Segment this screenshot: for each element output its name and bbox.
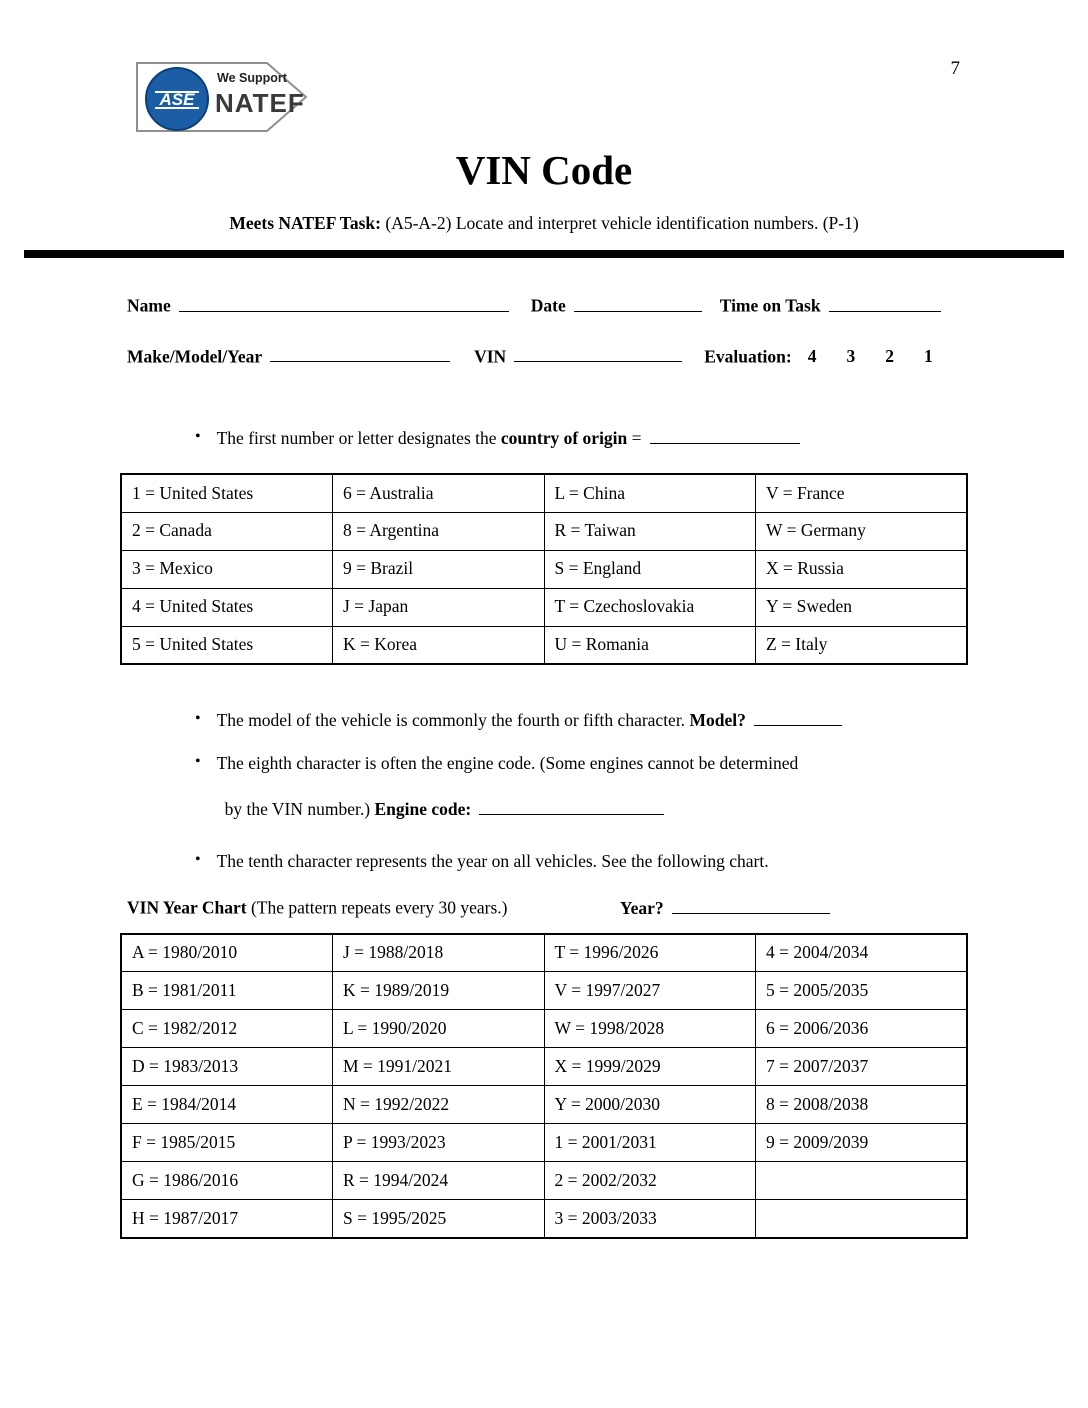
time-on-task-label: Time on Task: [719, 295, 821, 316]
name-blank-line: [179, 294, 509, 312]
bullet-marker: •: [195, 428, 201, 446]
table-cell: R = Taiwan: [544, 512, 756, 550]
table-row: [121, 972, 967, 1010]
table-row: [121, 1010, 967, 1048]
model-blank-line: [754, 709, 842, 727]
table-cell: 9 = Brazil: [333, 550, 545, 588]
table-cell: 7 = 2007/2037: [756, 1048, 968, 1086]
ase-logo-text: ASE: [159, 90, 195, 109]
table-cell: 8 = Argentina: [333, 512, 545, 550]
table-cell: K = Korea: [333, 626, 545, 664]
table-cell: U = Romania: [544, 626, 756, 664]
table-cell: S = England: [544, 550, 756, 588]
form-row-2: [127, 345, 988, 368]
bullet-marker: •: [195, 851, 201, 869]
date-label: Date: [530, 295, 566, 316]
table-cell: K = 1989/2019: [333, 972, 545, 1010]
engine-code-blank-line: [479, 797, 664, 815]
evaluation-score-4: 4: [807, 346, 817, 367]
bullet-model: [195, 707, 998, 733]
year-blank-line: [672, 896, 830, 914]
table-cell: W = 1998/2028: [544, 1010, 756, 1048]
origin-bold-text: country of origin: [500, 428, 628, 449]
year-chart-bold-text: VIN Year Chart: [127, 897, 247, 918]
table-cell: 2 = 2002/2032: [544, 1162, 756, 1200]
table-row: [121, 626, 967, 664]
table-cell: V = France: [756, 474, 968, 512]
evaluation-score-1: 1: [923, 346, 933, 367]
table-cell: J = 1988/2018: [333, 934, 545, 972]
table-cell: R = 1994/2024: [333, 1162, 545, 1200]
time-on-task-blank-line: [829, 294, 941, 312]
table-row: [121, 1124, 967, 1162]
table-row: [121, 1162, 967, 1200]
vin-year-chart-heading: [127, 896, 1088, 919]
table-row: [121, 512, 967, 550]
engine-line-1: The eighth character is often the engine code. (Some engines cannot be determined: [216, 752, 799, 773]
origin-blank-line: [650, 427, 800, 445]
natef-text: NATEF: [215, 88, 305, 118]
table-cell: M = 1991/2021: [333, 1048, 545, 1086]
table-cell: F = 1985/2015: [121, 1124, 333, 1162]
table-cell: B = 1981/2011: [121, 972, 333, 1010]
table-cell: X = 1999/2029: [544, 1048, 756, 1086]
evaluation-score-2: 2: [885, 346, 894, 367]
table-row: [121, 1086, 967, 1124]
table-cell: [756, 1162, 968, 1200]
engine-line-2: [217, 796, 799, 822]
bullet-marker: •: [195, 710, 201, 728]
origin-text: The first number or letter designates the: [216, 428, 497, 449]
bullet-engine-text: [217, 750, 799, 823]
table-cell: W = Germany: [756, 512, 968, 550]
task-text: (A5-A-2) Locate and interpret vehicle identification numbers. (P-1): [385, 213, 859, 234]
table-cell: 6 = 2006/2036: [756, 1010, 968, 1048]
table-cell: 3 = 2003/2033: [544, 1200, 756, 1238]
make-model-year-blank-line: [270, 345, 450, 363]
bullet-country-of-origin-text: [217, 425, 800, 451]
name-label: Name: [127, 295, 171, 316]
table-cell: 8 = 2008/2038: [756, 1086, 968, 1124]
natef-task-line: [0, 213, 1088, 234]
table-cell: 6 = Australia: [333, 474, 545, 512]
table-cell: [756, 1200, 968, 1238]
table-cell: C = 1982/2012: [121, 1010, 333, 1048]
vin-label: VIN: [474, 346, 507, 367]
origin-equals: =: [631, 428, 642, 449]
year-chart-normal-text: (The pattern repeats every 30 years.): [250, 897, 508, 918]
table-cell: H = 1987/2017: [121, 1200, 333, 1238]
table-cell: S = 1995/2025: [333, 1200, 545, 1238]
vin-blank-line: [514, 345, 682, 363]
engine-code-bold-text: Engine code:: [374, 798, 472, 819]
evaluation-score-3: 3: [846, 346, 856, 367]
table-cell: P = 1993/2023: [333, 1124, 545, 1162]
bullet-marker: •: [195, 752, 201, 770]
task-label: Meets NATEF Task:: [229, 213, 381, 234]
table-row: [121, 474, 967, 512]
table-cell: L = China: [544, 474, 756, 512]
table-cell: E = 1984/2014: [121, 1086, 333, 1124]
we-support-text: We Support: [217, 71, 287, 85]
divider-rule: [24, 250, 1064, 258]
table-row: [121, 588, 967, 626]
bullet-year-text: The tenth character represents the year on all vehicles. See the following chart.: [216, 851, 769, 872]
table-cell: N = 1992/2022: [333, 1086, 545, 1124]
table-cell: 1 = 2001/2031: [544, 1124, 756, 1162]
model-text: The model of the vehicle is commonly the fourth or fifth character.: [216, 710, 686, 731]
table-cell: L = 1990/2020: [333, 1010, 545, 1048]
table-cell: T = Czechoslovakia: [544, 588, 756, 626]
table-cell: 2 = Canada: [121, 512, 333, 550]
form-area: [127, 294, 988, 367]
bullet-country-of-origin: [195, 425, 998, 451]
natef-logo-graphic: [133, 52, 311, 134]
table-cell: J = Japan: [333, 588, 545, 626]
year-question-label: Year?: [619, 897, 664, 918]
table-row: [121, 1200, 967, 1238]
make-model-year-label: Make/Model/Year: [127, 346, 263, 367]
table-row: [121, 550, 967, 588]
evaluation-label: Evaluation:: [704, 346, 792, 367]
bullet-model-text: [217, 707, 842, 733]
table-cell: 1 = United States: [121, 474, 333, 512]
table-cell: T = 1996/2026: [544, 934, 756, 972]
model-bold-text: Model?: [689, 710, 746, 731]
page-title: VIN Code: [455, 147, 633, 193]
natef-logo: [133, 52, 311, 134]
table-cell: G = 1986/2016: [121, 1162, 333, 1200]
country-of-origin-table: [120, 473, 968, 665]
bullet-year: [195, 848, 998, 874]
table-cell: Y = 2000/2030: [544, 1086, 756, 1124]
table-cell: 5 = United States: [121, 626, 333, 664]
bullet-engine-code: [195, 750, 998, 823]
table-row: [121, 1048, 967, 1086]
table-cell: 4 = United States: [121, 588, 333, 626]
table-cell: Y = Sweden: [756, 588, 968, 626]
table-cell: 9 = 2009/2039: [756, 1124, 968, 1162]
table-cell: V = 1997/2027: [544, 972, 756, 1010]
table-cell: A = 1980/2010: [121, 934, 333, 972]
vin-year-table: [120, 933, 968, 1239]
form-row-1: [127, 294, 988, 317]
table-cell: 5 = 2005/2035: [756, 972, 968, 1010]
table-cell: X = Russia: [756, 550, 968, 588]
table-cell: 4 = 2004/2034: [756, 934, 968, 972]
date-blank-line: [574, 294, 702, 312]
engine-line2-text: by the VIN number.): [224, 798, 371, 819]
table-row: [121, 934, 967, 972]
table-cell: 3 = Mexico: [121, 550, 333, 588]
table-cell: D = 1983/2013: [121, 1048, 333, 1086]
table-cell: Z = Italy: [756, 626, 968, 664]
page-number: 7: [950, 58, 960, 79]
